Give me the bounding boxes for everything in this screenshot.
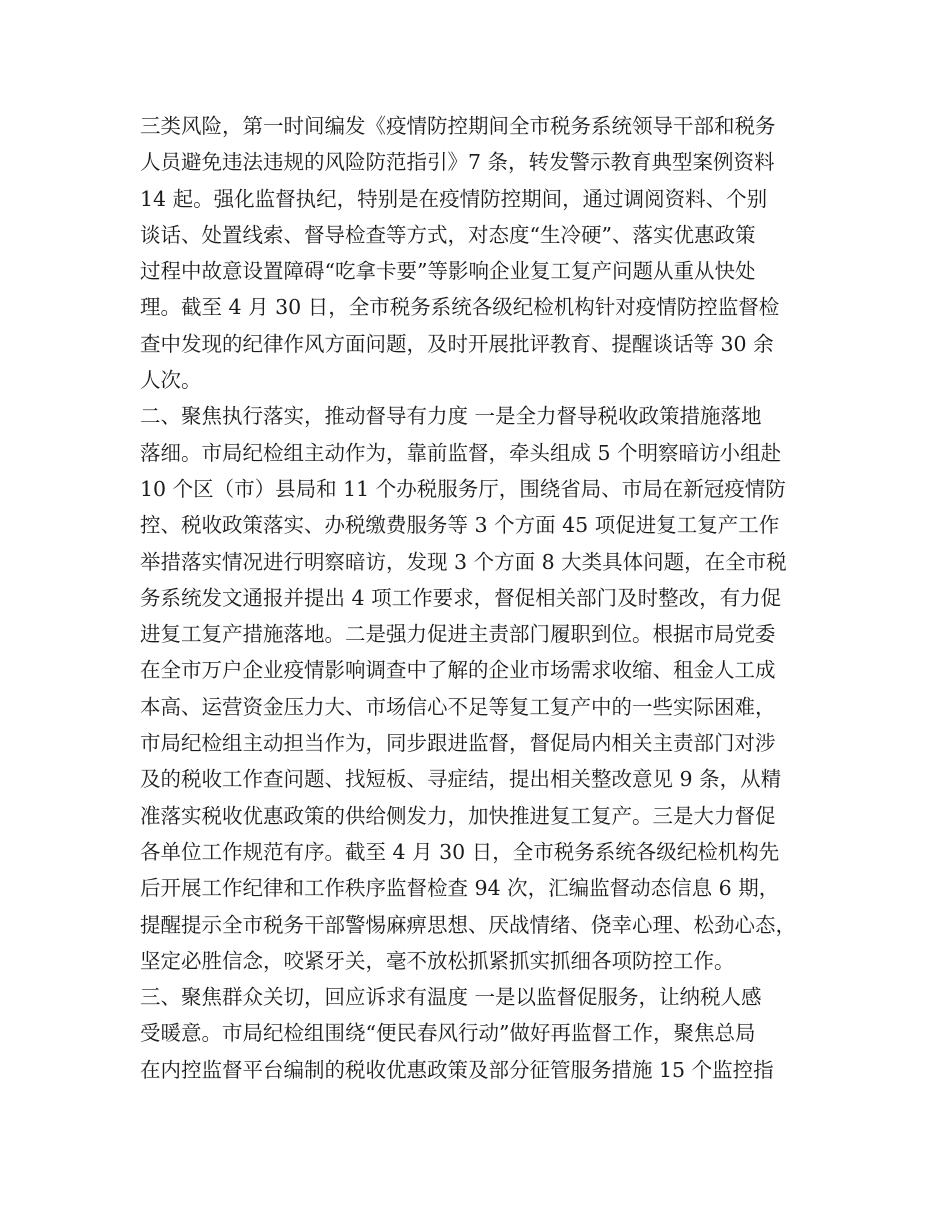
text-line: 后开展工作纪律和工作秩序监督检查 94 次，汇编监督动态信息 6 期， [140, 876, 780, 901]
text-line: 人次。 [140, 368, 202, 393]
text-line: 落细。市局纪检组主动作为，靠前监督，牵头组成 5 个明察暗访小组赴 [140, 440, 782, 465]
text-line: 控、税收政策落实、办税缴费服务等 3 个方面 45 项促进复工复产工作 [140, 513, 780, 538]
text-line: 三类风险，第一时间编发《疫情防控期间全市税务系统领导干部和税务 [140, 114, 776, 138]
section-heading-line: 二、聚焦执行落实，推动督导有力度 一是全力督导税收政策措施落地 [140, 404, 762, 429]
text-line: 市局纪检组主动担当作为，同步跟进监督，督促局内相关主责部门对涉 [140, 731, 776, 756]
text-line: 理。截至 4 月 30 日，全市税务系统各级纪检机构针对疫情防控监督检 [140, 295, 780, 320]
text-line: 准落实税收优惠政策的供给侧发力，加快推进复工复产。三是大力督促 [140, 803, 776, 828]
text-line: 在内控监督平台编制的税收优惠政策及部分征管服务措施 15 个监控指 [140, 1057, 774, 1082]
text-line: 过程中故意设置障碍“吃拿卡要”等影响企业复工复产问题从重从快处 [140, 259, 756, 284]
text-line: 在全市万户企业疫情影响调查中了解的企业市场需求收缩、租金人工成 [140, 658, 776, 683]
section-heading-line: 三、聚焦群众关切，回应诉求有温度 一是以监督促服务，让纳税人感 [140, 985, 762, 1010]
text-line: 各单位工作规范有序。截至 4 月 30 日，全市税务系统各级纪检机构先 [140, 839, 780, 864]
text-line: 谈话、处置线索、督导检查等方式，对态度“生冷硬”、落实优惠政策 [140, 222, 756, 247]
body-text [140, 108, 830, 1088]
text-line: 举措落实情况进行明察暗访，发现 3 个方面 8 大类具体问题，在全市税 [140, 549, 787, 574]
text-line: 10 个区（市）县局和 11 个办税服务厅，围绕省局、市局在新冠疫情防 [140, 476, 786, 501]
text-line: 提醒提示全市税务干部警惕麻痹思想、厌战情绪、侥幸心理、松劲心态， [140, 912, 796, 937]
text-line: 人员避免违法违规的风险防范指引》7 条，转发警示教育典型案例资料 [140, 150, 775, 175]
text-line: 进复工复产措施落地。二是强力促进主责部门履职到位。根据市局党委 [140, 622, 776, 647]
text-line: 14 起。强化监督执纪，特别是在疫情防控期间，通过调阅资料、个别 [140, 186, 768, 211]
text-line: 受暖意。市局纪检组围绕“便民春风行动”做好再监督工作，聚焦总局 [140, 1021, 756, 1046]
text-line: 及的税收工作查问题、找短板、寻症结，提出相关整改意见 9 条，从精 [140, 767, 782, 792]
text-line: 查中发现的纪律作风方面问题，及时开展批评教育、提醒谈话等 30 余 [140, 331, 774, 356]
text-line: 本高、运营资金压力大、市场信心不足等复工复产中的一些实际困难， [140, 694, 776, 719]
text-line: 务系统发文通报并提出 4 项工作要求，督促相关部门及时整改，有力促 [140, 585, 782, 610]
text-line: 坚定必胜信念，咬紧牙关，毫不放松抓紧抓实抓细各项防控工作。 [140, 948, 735, 973]
